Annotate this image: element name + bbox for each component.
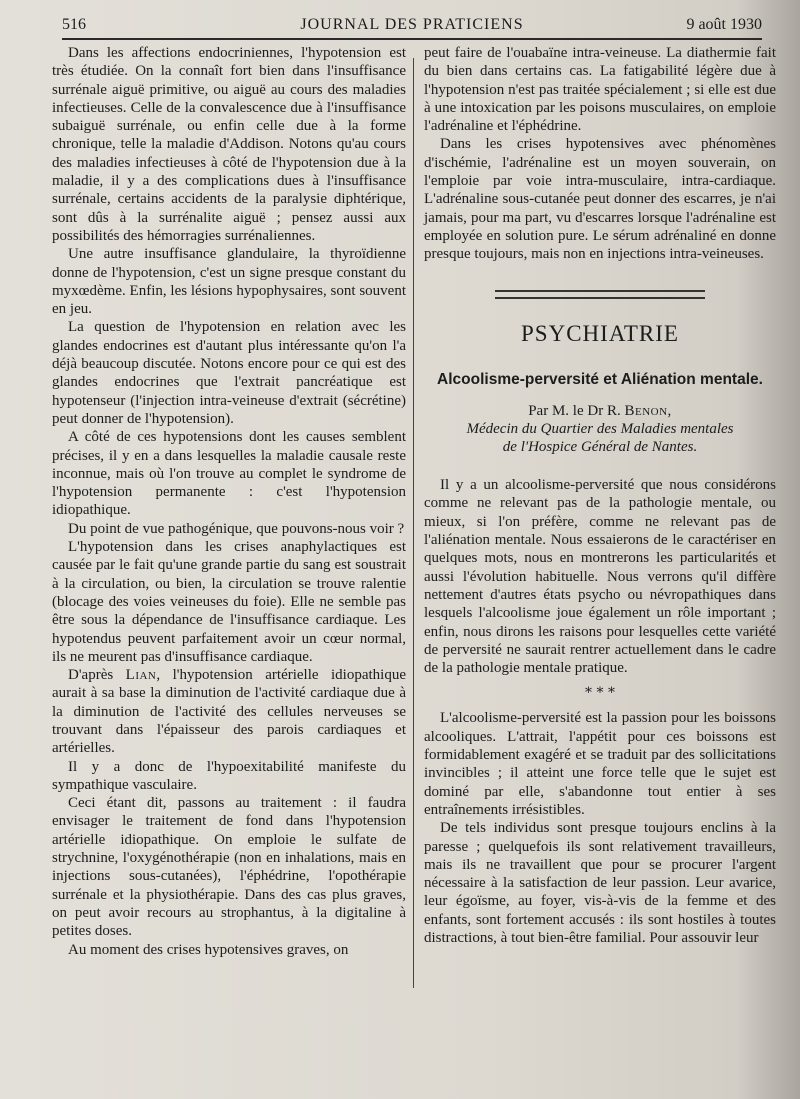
article-intro: Il y a un alcoolisme-perversité que nous considérons comme ne relevant pas de la pathologie mentale, ou mieux, si l'on préfère, comme ne relevant pas de l'aliénation mentale. Nous essaierons de le caractériser en quelques mots, nous en montrerons les particularités et aussi l'évolution habituelle. Nous verrons qu'il diffère nettement d'autres états psycho ou névropathiques dans lesquels l'alcoolisme joue également un rôle important ; enfin, nous dirons les raisons pour lesquelles cette variété de perversité ne saurait rentrer actuellement dans le cadre de la pathologie mentale pratique. [424,477,776,677]
journal-title: JOURNAL DES PRATICIENS [300,16,524,33]
paragraph: De tels individus sont presque toujours enclins à la paresse ; quelquefois ils sont relativement travailleurs, mais ils ne travaillent que pour se procurer l'argent nécessaire à la satisfaction de leur passion. Leur avarice, leur égoïsme, au foyer, vis-à-vis de la femme et des enfants, sont fortement accusés : ils sont hostiles à toutes distractions, à tout bien-être familial. Pour assouvir leur [424,820,776,946]
paragraph: La question de l'hypotension en relation avec les glandes endocrines est d'autant plus intéressante qu'on l'a déjà beaucoup discutée. Notons encore pour ce qui est des glandes endocrines que l'extrait pancréatique est hypotenseur (l'injection intra-veineuse d'extrait (sécrétine) peut donner de l'hypotension). [52,319,406,427]
paragraph-lian [52,666,406,757]
page-number: 516 [62,16,86,33]
lian-prefix: D'après [68,667,126,684]
right-column [424,44,776,947]
lian-rest: , l'hypotension artérielle idiopathique aurait à sa base la diminution de l'activité cardiaque due à la diminution de l'activité des cellules nerveuses se trouvant dans l'épaisseur des parois cardiaques et artérielles. [52,667,406,757]
paragraph: L'hypotension dans les crises anaphylactiques est causée par le fait qu'une grande partie du sang est soustrait à la circulation, ou bien, la circulation se trouve ralentie (blocage des voies veineuses du foie). Elle ne semble pas être sous la dépendance de l'insuffisance cardiaque. Les hypotendus peuvent parfaitement avoir un cœur normal, ils ne meurent pas d'insuffisance cardiaque. [52,539,406,665]
paragraph: Dans les crises hypotensives avec phénomènes d'ischémie, l'adrénaline est un moyen souverain, on l'emploie par voie intra-musculaire, intra-cardiaque. L'adrénaline sous-cutanée peut donner des escarres, je n'ai jamais, pour ma part, vu d'escarres lorsque l'adrénaline est employée en solution pure. Le sérum adrénaliné en donne presque toujours, mais non en injections intra-veineuses. [424,136,776,263]
affiliation-line-2: de l'Hospice Général de Nantes. [502,438,698,455]
column-divider [413,58,414,988]
paragraph: L'alcoolisme-perversité est la passion pour les boissons alcooliques. L'attrait, l'appétit pour ces boissons est formidablement exagéré et se traduit par des sollicitations invincibles ; il atteint une force telle que le sujet est dominé par elle, s'abandonne tout entier à ses entraînements irrésistibles. [424,710,776,818]
paragraph: A côté de ces hypotensions dont les causes semblent précises, il y en a dans lesquelles la maladie causale reste inconnue, mais où l'on trouve au complet le syndrome de l'hypotension permanente : c'est l'hypotension idiopathique. [52,429,406,519]
paragraph: Une autre insuffisance glandulaire, la thyroïdienne donne de l'hypotension, c'est un signe presque constant du myxœdème. Enfin, les lésions hypophysaires, sont souvent en jeu. [52,246,406,318]
article-title: Alcoolisme-perversité et Aliénation mentale. [437,370,763,388]
paragraph: Ceci étant dit, passons au traitement : il faudra envisager le traitement de fond dans l'hypotension artérielle idiopathique. On emploie le sulfate de strychnine, l'oxygénothérapie (non en inhalations, mais en injections sous-cutanées), l'éphédrine, l'opothérapie surrénale et la physiothérapie. Dans des cas plus graves, on peut avoir recours au strophantus, à la digitaline à petites doses. [52,795,406,940]
running-header [62,12,762,40]
left-column [52,44,406,959]
paragraph: Il y a donc de l'hypoexitabilité manifeste du sympathique vasculaire. [52,758,406,793]
byline [424,403,776,420]
affiliation-line-1: Médecin du Quartier des Maladies mentales [466,420,734,437]
author-name-lian: Lian [125,667,157,684]
paragraph: Du point de vue pathogénique, que pouvons-nous voir ? [68,520,405,537]
issue-date: 9 août 1930 [686,16,762,33]
author-name: Benon, [624,402,672,419]
byline-prefix: Par M. le Dr R. [528,402,625,419]
section-divider [495,290,705,299]
paragraph-continued: peut faire de l'ouabaïne intra-veineuse. La diathermie fait du bien dans certains cas. La fatigabilité légère due à l'hypotension n'est pas traitée spécialement ; si elle est due à une intoxication par les poisons musculaires, on emploie l'adrénaline et l'éphédrine. [424,45,776,135]
paragraph: Dans les affections endocriniennes, l'hypotension est très étudiée. On la connaît fort bien dans l'insuffisance surrénale aiguë primitive, ou aiguë au cours des maladies infectieuses. Celle de la convalescence due à l'insuffisance subaiguë surrénale, ou enfin celle due à la forme chronique, telle la maladie d'Addison. Notons qu'au cours des maladies infectieuses à côté de l'hypotension due à la maladie, il y a des complications dues à l'insuffisance surrénale, certains accidents de la paralysie diphtérique, sont dûs à la surrénalite aiguë ; pensez aussi aux possibilités des hémorragies surrénaliennes. [52,45,406,244]
asterism-separator: * * * [585,685,615,702]
section-title: PSYCHIATRIE [521,320,679,346]
paragraph: Au moment des crises hypotensives graves, on [68,941,349,958]
